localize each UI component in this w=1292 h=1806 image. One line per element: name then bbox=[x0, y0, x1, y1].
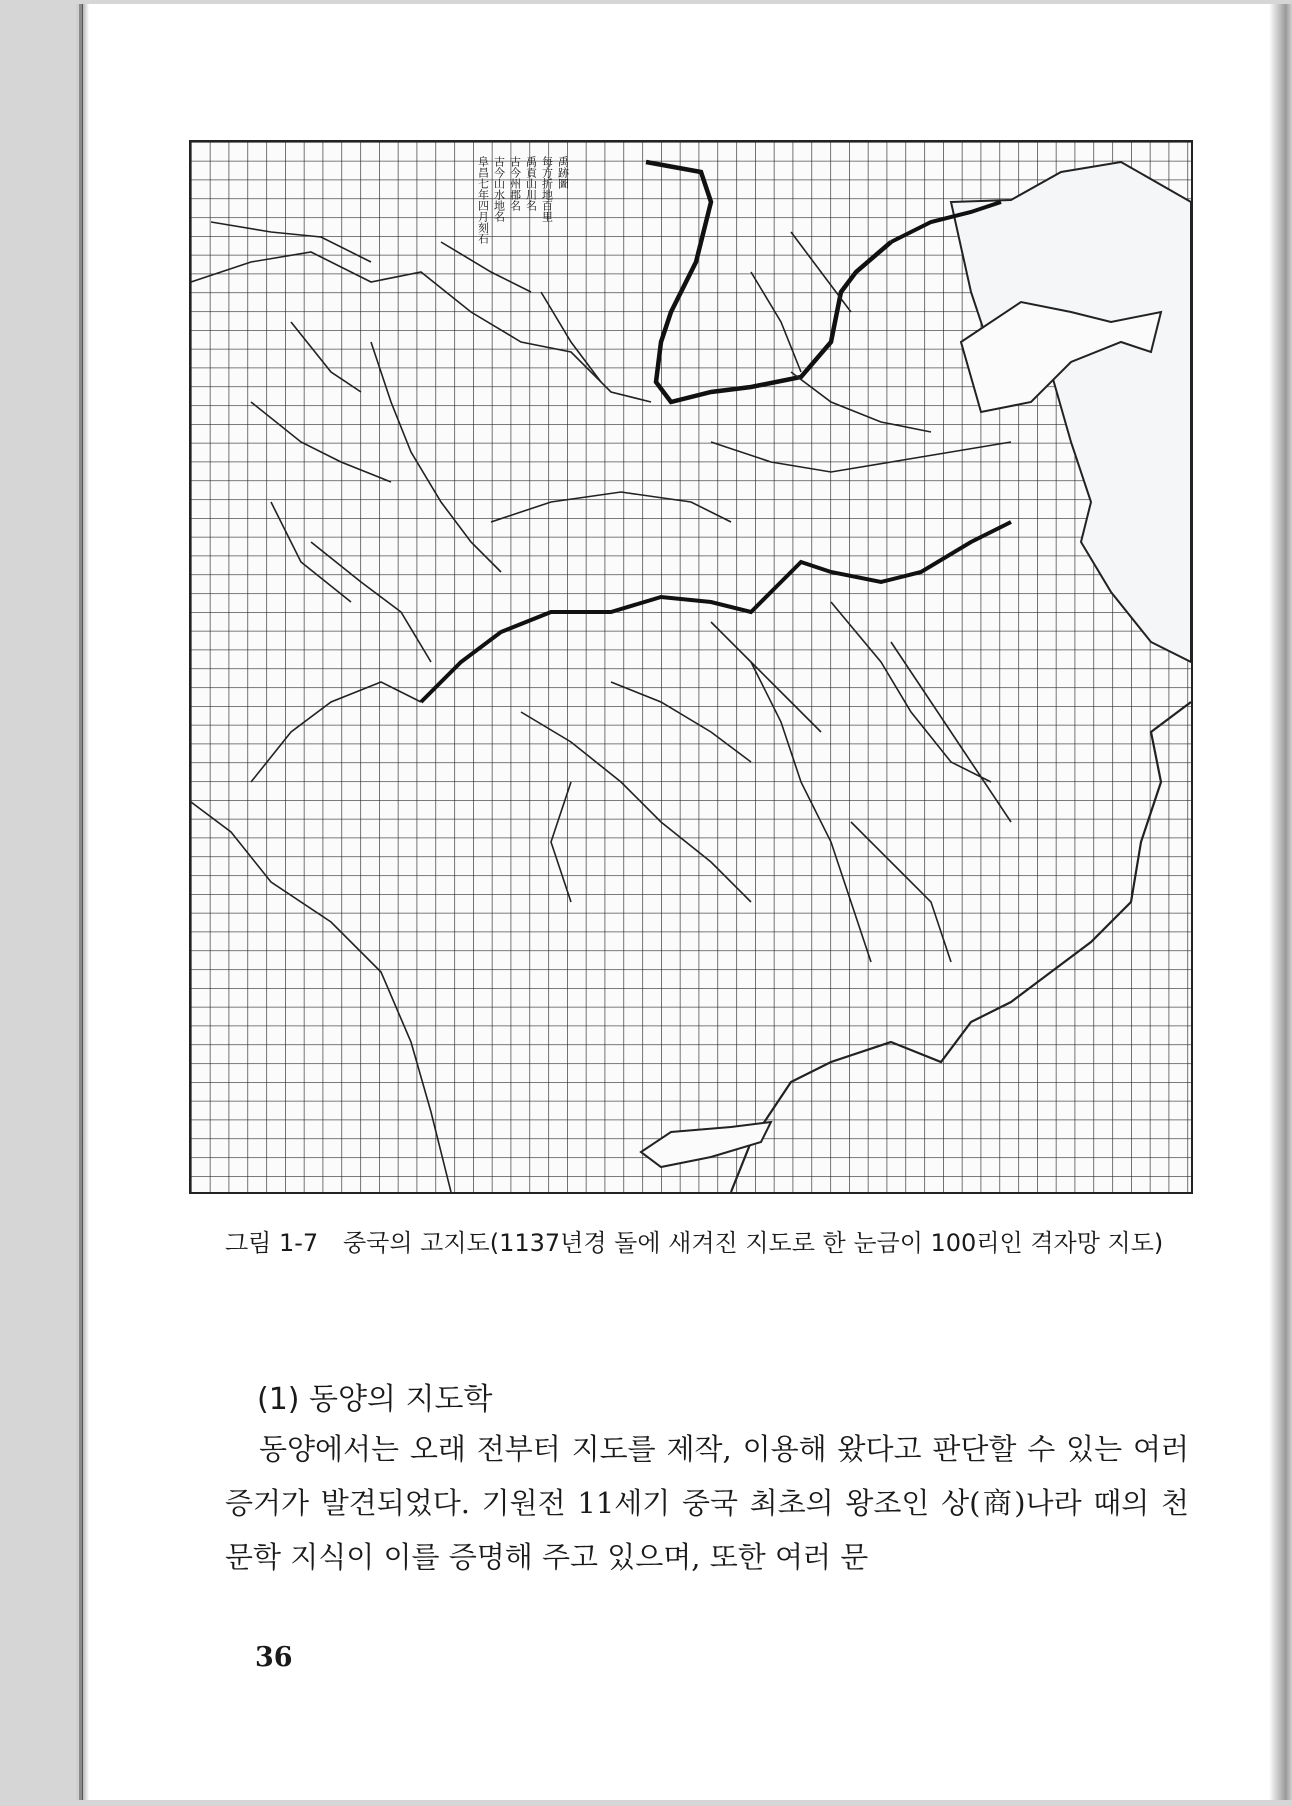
page-edge-shadow bbox=[1269, 4, 1292, 1800]
grid-map-image bbox=[191, 142, 1191, 1192]
page-gutter-shadow bbox=[83, 4, 89, 1800]
map-title-line: 阜昌七年四月刻石 bbox=[476, 156, 490, 244]
map-title-line: 古今山水地名 bbox=[492, 156, 506, 222]
map-title-line: 每方折地百里 bbox=[540, 156, 554, 222]
body-paragraph: 동양에서는 오래 전부터 지도를 제작, 이용해 왔다고 판단할 수 있는 여러 증거가 발견되었다. 기원전 11세기 중국 최초의 왕조인 상(商)나라 때의 천문학 지식이 이를 증명해 주고 있으며, 또한 여러 문 bbox=[225, 1432, 1189, 1574]
page-number: 36 bbox=[255, 1642, 293, 1673]
book-page bbox=[82, 4, 1279, 1800]
caption-label: 그림 1-7 bbox=[225, 1229, 319, 1257]
grid-map-figure bbox=[189, 140, 1193, 1194]
caption-text: 중국의 고지도(1137년경 돌에 새겨진 지도로 한 눈금이 100리인 격자망 지도) bbox=[343, 1229, 1164, 1257]
section-heading: (1) 동양의 지도학 bbox=[257, 1382, 493, 1417]
map-title-line: 禹跡圖 bbox=[556, 156, 570, 189]
map-title-line: 古今州郡名 bbox=[508, 156, 522, 211]
map-title-line: 禹貢山川名 bbox=[524, 156, 538, 211]
